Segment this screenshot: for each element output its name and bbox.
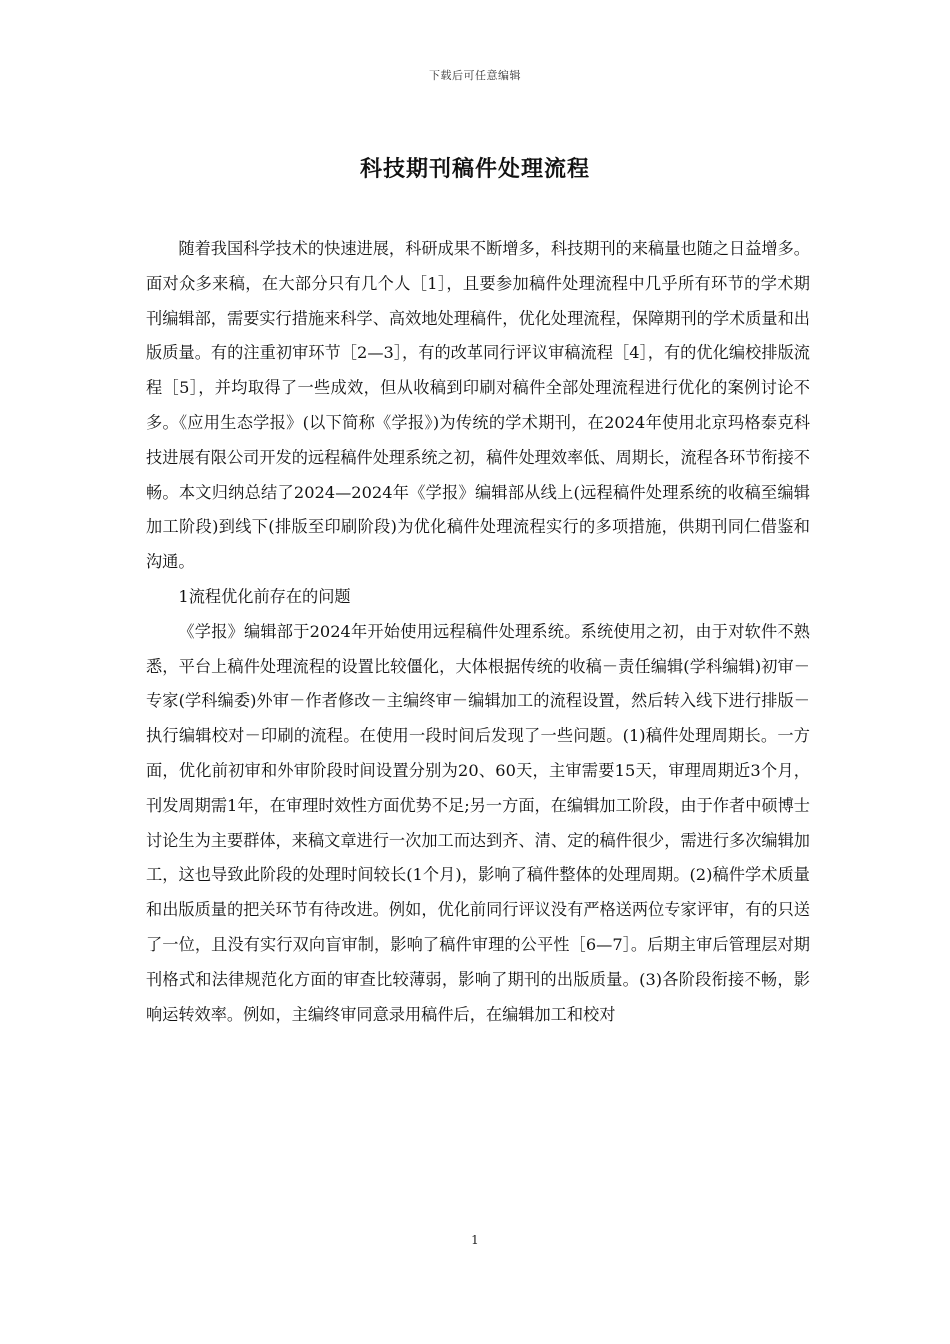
section-heading: 1流程优化前存在的问题 bbox=[178, 586, 351, 606]
paragraph-intro: 随着我国科学技术的快速进展，科研成果不断增多，科技期刊的来稿量也随之日益增多。面对众多来稿，在大部分只有几个人［1］，且要参加稿件处理流程中几乎所有环节的学术期刊编辑部，需要实行措施来科学、高效地处理稿件，优化处理流程，保障期刊的学术质量和出版质量。有的注重初审环节［2—3］，有的改革同行评议审稿流程［4］，有的优化编校排版流程［5］，并均取得了一些成效，但从收稿到印刷对稿件全部处理流程进行优化的案例讨论不多。《应用生态学报》(以下简称《学报》)为传统的学术期刊，在2024年使用北京玛格泰克科技进展有限公司开发的远程稿件处理系统之初，稿件处理效率低、周期长，流程各环节衔接不畅。本文归纳总结了2024—2024年《学报》编辑部从线上(远程稿件处理系统的收稿至编辑加工阶段)到线下(排版至印刷阶段)为优化稿件处理流程实行的多项措施，供期刊同仁借鉴和沟通。 bbox=[146, 239, 810, 572]
paragraph-problems: 《学报》编辑部于2024年开始使用远程稿件处理系统。系统使用之初，由于对软件不熟悉，平台上稿件处理流程的设置比较僵化，大体根据传统的收稿－责任编辑(学科编辑)初审－专家(学科编委)外审－作者修改－主编终审－编辑加工的流程设置，然后转入线下进行排版－执行编辑校对－印刷的流程。在使用一段时间后发现了一些问题。(1)稿件处理周期长。一方面，优化前初审和外审阶段时间设置分别为20、60天，主审需要15天，审理周期近3个月，刊发周期需1年，在审理时效性方面优势不足;另一方面，在编辑加工阶段，由于作者中硕博士讨论生为主要群体，来稿文章进行一次加工而达到齐、清、定的稿件很少，需进行多次编辑加工，这也导致此阶段的处理时间较长(1个月)，影响了稿件整体的处理周期。(2)稿件学术质量和出版质量的把关环节有待改进。例如，优化前同行评议没有严格送两位专家评审，有的只送了一位，且没有实行双向盲审制，影响了稿件审理的公平性［6—7］。后期主审后管理层对期刊格式和法律规范化方面的审查比较薄弱，影响了期刊的出版质量。(3)各阶段衔接不畅，影响运转效率。例如，主编终审同意录用稿件后，在编辑加工和校对 bbox=[146, 621, 810, 1024]
page-number: 1 bbox=[471, 1233, 479, 1247]
header-note: 下载后可任意编辑 bbox=[429, 69, 521, 82]
document-title: 科技期刊稿件处理流程 bbox=[359, 156, 590, 182]
document-body bbox=[146, 232, 810, 1032]
